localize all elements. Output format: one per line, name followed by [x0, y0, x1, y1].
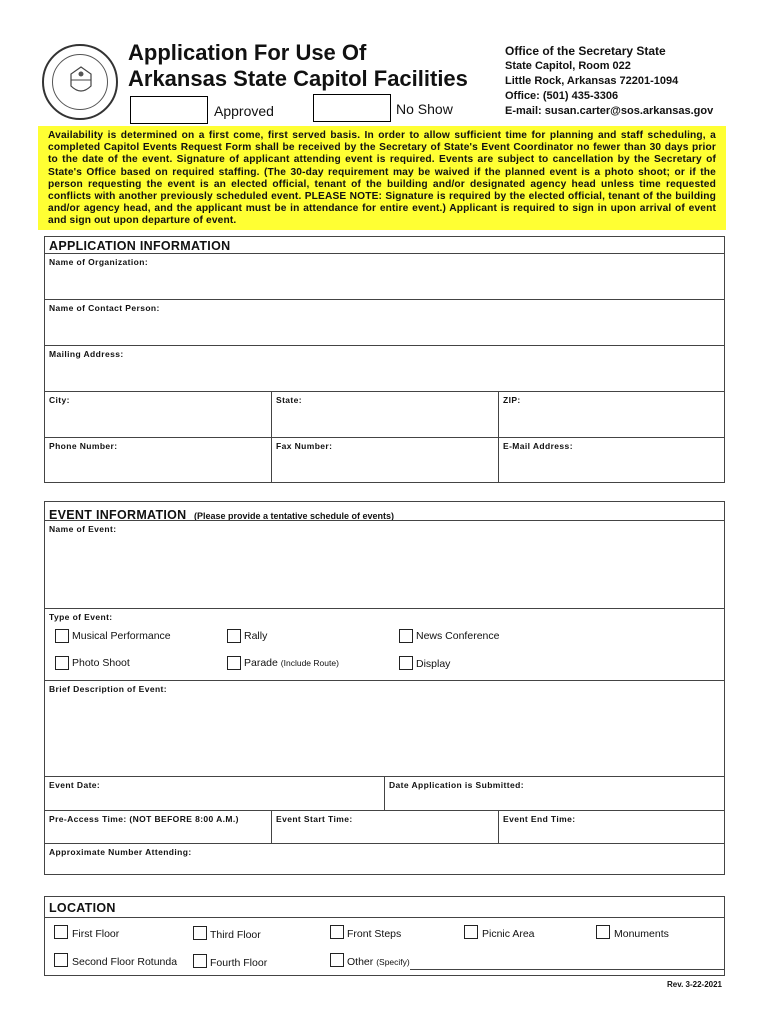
event-name-field[interactable] — [45, 520, 724, 608]
picnic-area-checkbox[interactable] — [464, 925, 478, 939]
display-label: Display — [416, 658, 451, 670]
state-label: State: — [276, 395, 303, 405]
mailing-address-label: Mailing Address: — [49, 349, 124, 359]
organization-field[interactable] — [45, 253, 724, 299]
description-field[interactable] — [45, 680, 724, 776]
parade-checkbox[interactable] — [227, 656, 241, 670]
contact-person-label: Name of Contact Person: — [49, 303, 160, 313]
submitted-date-label: Date Application is Submitted: — [389, 780, 524, 790]
front-steps-checkbox[interactable] — [330, 925, 344, 939]
parade-label — [244, 657, 339, 669]
office-line-name: Office of the Secretary State — [505, 44, 666, 58]
phone-field[interactable] — [45, 437, 271, 482]
other-text: Other — [347, 956, 374, 968]
office-line-city: Little Rock, Arkansas 72201-1094 — [505, 75, 679, 87]
third-floor-label: Third Floor — [210, 929, 261, 941]
attendance-field[interactable] — [45, 843, 724, 874]
title-line-1: Application For Use Of — [128, 40, 367, 65]
fourth-floor-checkbox[interactable] — [193, 954, 207, 968]
event-name-label: Name of Event: — [49, 524, 117, 534]
phone-label: Phone Number: — [49, 441, 118, 451]
seal-emblem-icon — [64, 64, 98, 98]
first-floor-checkbox[interactable] — [54, 925, 68, 939]
other-checkbox[interactable] — [330, 953, 344, 967]
fourth-floor-label: Fourth Floor — [210, 957, 268, 969]
third-floor-checkbox[interactable] — [193, 926, 207, 940]
office-address — [505, 44, 713, 119]
email-label: E-Mail Address: — [503, 441, 573, 451]
application-section — [44, 236, 725, 483]
contact-person-field[interactable] — [45, 299, 724, 345]
other-specify-line[interactable] — [410, 969, 724, 970]
monuments-label: Monuments — [614, 928, 669, 940]
location-title: LOCATION — [49, 901, 116, 915]
second-floor-rotunda-label: Second Floor Rotunda — [72, 956, 178, 968]
location-section — [44, 896, 725, 976]
description-label: Brief Description of Event: — [49, 684, 168, 694]
approved-box[interactable] — [130, 96, 208, 124]
front-steps-label: Front Steps — [347, 928, 402, 940]
pre-access-time-field[interactable] — [45, 810, 271, 843]
organization-label: Name of Organization: — [49, 257, 149, 267]
office-line-phone: Office: (501) 435-3306 — [505, 90, 619, 102]
other-label — [347, 956, 410, 968]
fax-field[interactable] — [271, 437, 498, 482]
event-title-note: (Please provide a tentative schedule of events) — [193, 511, 395, 521]
form-title — [128, 40, 468, 92]
end-time-label: Event End Time: — [503, 814, 576, 824]
monuments-checkbox[interactable] — [596, 925, 610, 939]
musical-performance-label: Musical Performance — [72, 630, 171, 642]
no-show-box[interactable] — [313, 94, 391, 122]
news-conference-checkbox[interactable] — [399, 629, 413, 643]
rally-checkbox[interactable] — [227, 629, 241, 643]
photo-shoot-label: Photo Shoot — [72, 657, 130, 669]
musical-performance-checkbox[interactable] — [55, 629, 69, 643]
picnic-area-label: Picnic Area — [482, 928, 535, 940]
event-date-label: Event Date: — [49, 780, 101, 790]
start-time-field[interactable] — [271, 810, 498, 843]
availability-notice: Availability is determined on a first come, first served basis. In order to allow sufficient time for planning and staff scheduling, a completed Capitol Events Request Form shall be received by the Secretary of State's Event Coordinator no fewer than 30 days prior to the date of the event. Signature of applicant attending event is required. Events are subject to cancellation by the Secretary of State's Office based on required staffing. (The 30-day requirement may be waived if the planned event is a photo shoot; or if the person requesting the event is an elected official, tenant of the building and/or designated agency head unless time requested conflicts with another previously scheduled event. PLEASE NOTE: Signature is required by the elected official, tenant of the building and/or agency head, and the applicant must be in attendance for entire event.) Applicant is required to sign in upon arrival of event and sign out upon departure of event. — [38, 126, 726, 230]
start-time-label: Event Start Time: — [276, 814, 353, 824]
parade-text: Parade — [244, 657, 278, 669]
title-line-2: Arkansas State Capitol Facilities — [128, 66, 468, 91]
display-checkbox[interactable] — [399, 656, 413, 670]
event-title: EVENT INFORMATION — [49, 508, 187, 522]
office-line-room: State Capitol, Room 022 — [505, 60, 631, 72]
revision-date: Rev. 3-22-2021 — [667, 980, 722, 989]
office-line-email: E-mail: susan.carter@sos.arkansas.gov — [505, 105, 714, 117]
second-floor-rotunda-checkbox[interactable] — [54, 953, 68, 967]
photo-shoot-checkbox[interactable] — [55, 656, 69, 670]
application-title: APPLICATION INFORMATION — [49, 239, 231, 253]
event-date-field[interactable] — [45, 776, 384, 810]
zip-field[interactable] — [498, 391, 724, 437]
state-seal — [42, 44, 118, 120]
pre-access-time-label: Pre-Access Time: (NOT BEFORE 8:00 A.M.) — [49, 814, 239, 824]
event-type-group — [45, 608, 724, 680]
event-type-label: Type of Event: — [49, 612, 113, 622]
submitted-date-field[interactable] — [384, 776, 724, 810]
rally-label: Rally — [244, 630, 268, 642]
zip-label: ZIP: — [503, 395, 521, 405]
state-field[interactable] — [271, 391, 498, 437]
fax-label: Fax Number: — [276, 441, 333, 451]
first-floor-label: First Floor — [72, 928, 120, 940]
approved-label: Approved — [214, 103, 274, 119]
parade-note: (Include Route) — [280, 658, 339, 668]
city-field[interactable] — [45, 391, 271, 437]
no-show-label: No Show — [396, 101, 453, 117]
event-section — [44, 501, 725, 875]
email-field[interactable] — [498, 437, 724, 482]
news-conference-label: News Conference — [416, 630, 500, 642]
mailing-address-field[interactable] — [45, 345, 724, 391]
attendance-label: Approximate Number Attending: — [49, 847, 192, 857]
end-time-field[interactable] — [498, 810, 724, 843]
city-label: City: — [49, 395, 70, 405]
other-note: (Specify) — [376, 957, 410, 967]
